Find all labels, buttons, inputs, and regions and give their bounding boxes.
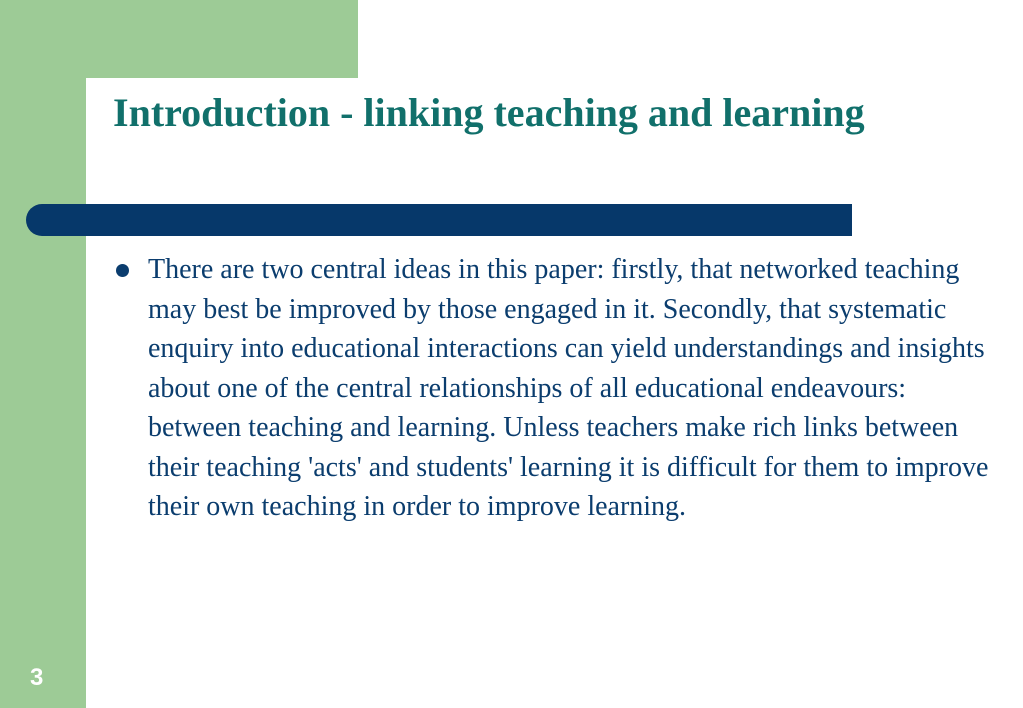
title-divider-bar [26,204,852,236]
green-left-sidebar [0,0,86,708]
slide-title: Introduction - linking teaching and learning [113,90,865,135]
slide-number: 3 [30,664,44,691]
bullet-item [116,250,996,527]
bullet-dot-icon [116,264,129,277]
bullet-list [116,250,996,527]
bullet-text: There are two central ideas in this paper: firstly, that networked teaching may best be improved by those engaged in it. Secondly, that systematic enquiry into educational interactions can yield understandings and insights about one of the central relationships of all educational endeavours: between teaching and learning. Unless teachers make rich links between their teaching 'acts' and students' learning it is difficult for them to improve their own teaching in order to improve learning. [148,254,989,522]
